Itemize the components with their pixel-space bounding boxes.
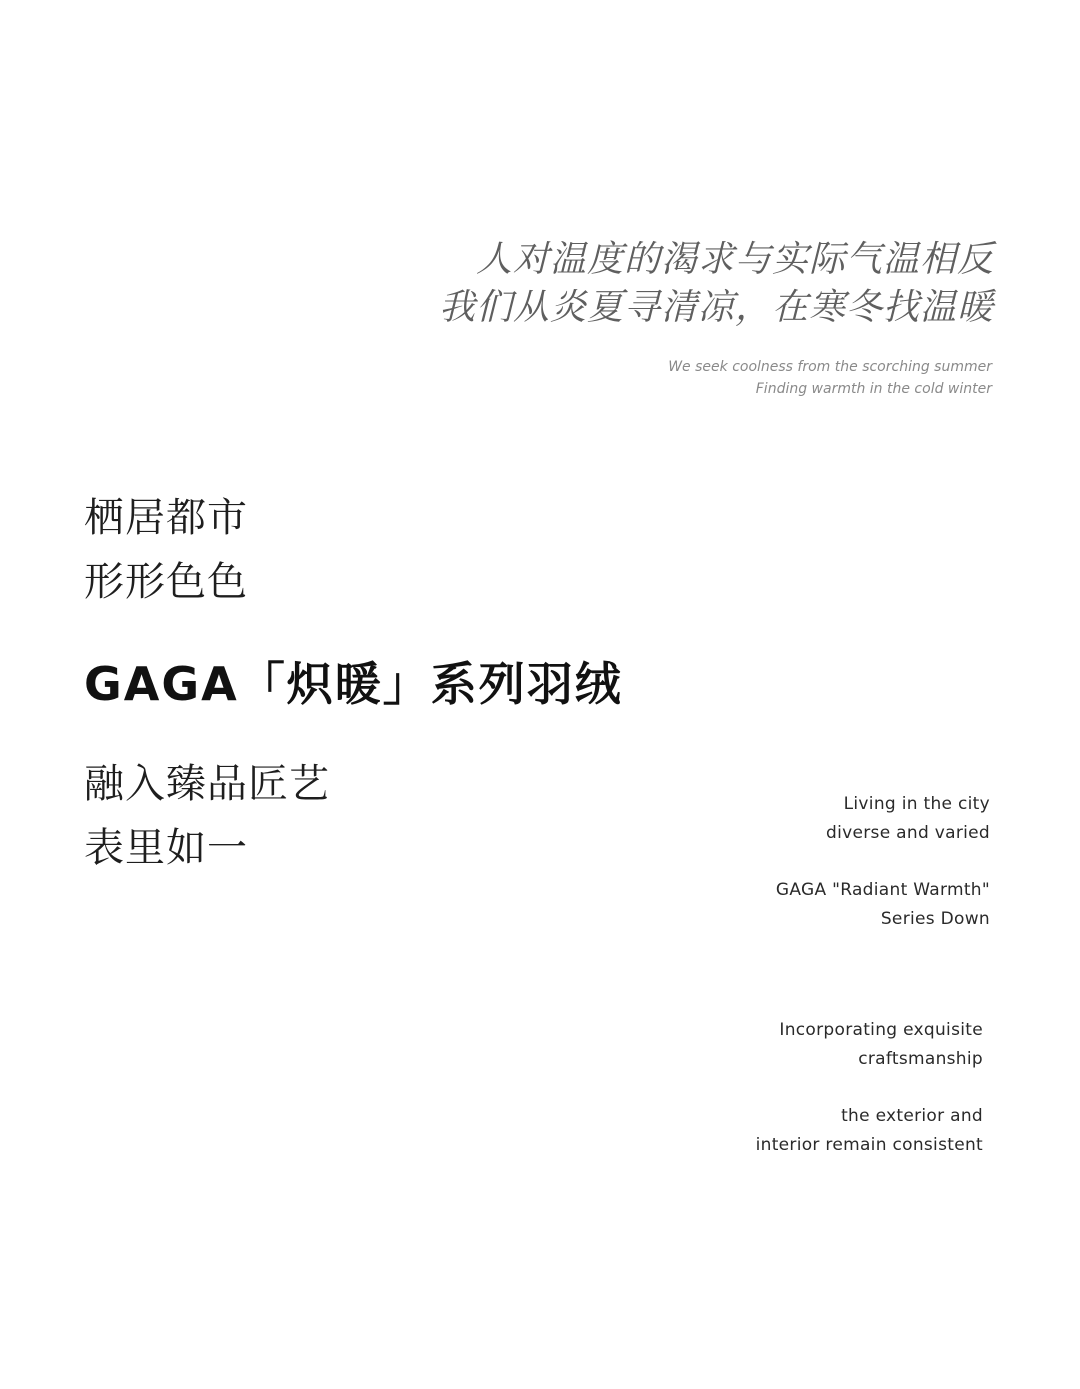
right-stanza4-line-1: the exterior and (841, 1106, 983, 1126)
right-stanza-city (826, 790, 990, 848)
right-stanza-craft (779, 1016, 983, 1074)
left-stanza-craft (84, 752, 330, 880)
intro-cn-line-1: 人对温度的渴求与实际气温相反 (475, 239, 994, 280)
right-stanza2-line-1: GAGA "Radiant Warmth" (775, 880, 990, 900)
intro-en-line-1: We seek coolness from the scorching summer (668, 359, 992, 375)
left-stanza2-line-1: 融入臻品匠艺 (84, 761, 330, 807)
right-stanza-consistent (756, 1102, 983, 1160)
right-stanza2-line-2: Series Down (880, 909, 990, 929)
left-stanza1-line-1: 栖居都市 (84, 495, 248, 541)
right-stanza3-line-1: Incorporating exquisite (779, 1020, 983, 1040)
right-stanza1-line-1: Living in the city (843, 794, 990, 814)
intro-english-subheading (668, 356, 992, 400)
left-stanza-city (84, 486, 248, 614)
right-stanza1-line-2: diverse and varied (826, 823, 990, 843)
left-stanza2-line-2: 表里如一 (84, 825, 248, 871)
right-stanza4-line-2: interior remain consistent (755, 1135, 983, 1155)
intro-cn-line-2: 我们从炎夏寻清凉，在寒冬找温暖 (438, 287, 994, 328)
right-stanza3-line-2: craftsmanship (858, 1049, 983, 1069)
intro-en-line-2: Finding warmth in the cold winter (755, 381, 992, 397)
right-stanza-series (776, 876, 990, 934)
series-headline: GAGA「炽暖」系列羽绒 (84, 657, 623, 711)
intro-chinese-heading (439, 236, 994, 332)
left-stanza1-line-2: 形形色色 (84, 559, 248, 605)
